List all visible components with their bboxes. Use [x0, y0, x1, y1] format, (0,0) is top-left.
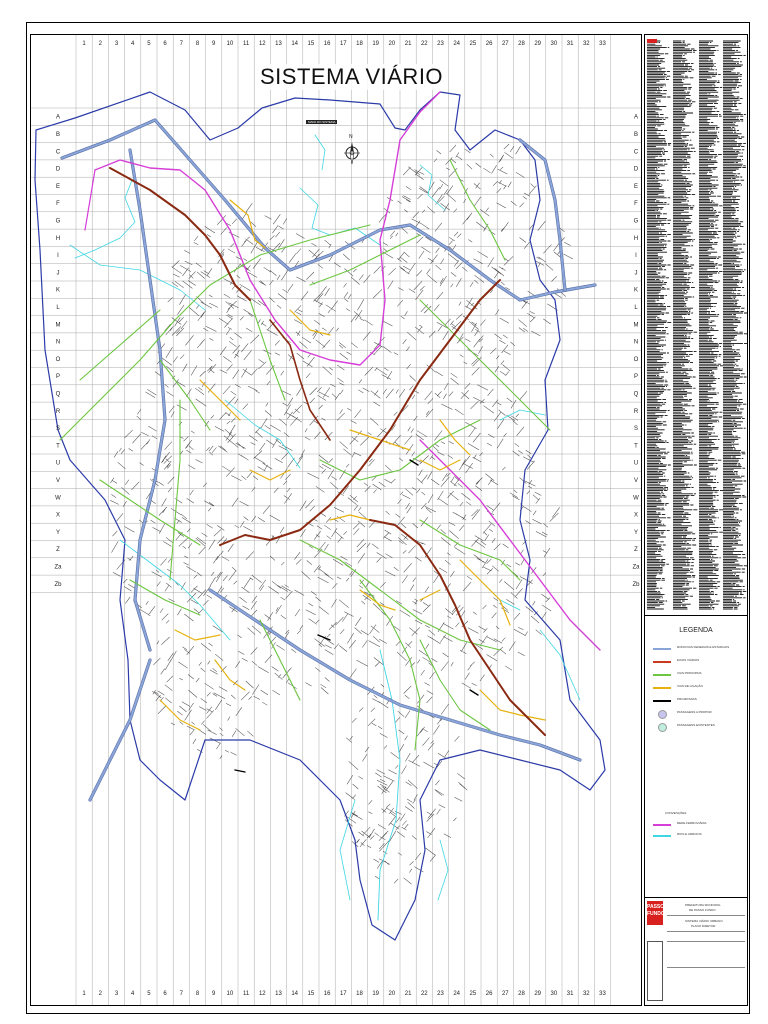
grid-column-label-bottom: 24: [453, 991, 461, 997]
grid-column-label-bottom: 31: [566, 991, 574, 997]
grid-row-label-left: D: [55, 166, 61, 173]
legend-line-swatch: [653, 661, 671, 663]
street-index-header: [647, 39, 657, 43]
grid-column-label-top: 8: [195, 41, 200, 47]
grid-row-label-left: P: [55, 374, 61, 381]
grid-column-label-top: 20: [388, 41, 396, 47]
grid-row-label-right: F: [634, 201, 638, 208]
grid-row-label-left: J: [56, 270, 60, 277]
grid-column-label-bottom: 7: [179, 991, 183, 997]
street-index: [645, 35, 747, 616]
map-title: SISTEMA VIÁRIO: [257, 64, 446, 90]
legend-item: [653, 710, 745, 718]
grid-row-label-left: Q: [55, 391, 61, 398]
legend-item: [653, 723, 745, 731]
legend-circle-swatch: [658, 710, 667, 719]
grid-column-label-top: 27: [501, 41, 509, 47]
grid-row-label-left: O: [55, 356, 61, 363]
title-block: [645, 897, 747, 1005]
grid-column-label-bottom: 10: [226, 991, 234, 997]
grid-column-label-top: 3: [114, 41, 119, 47]
legend-item: [653, 671, 745, 679]
street-index-list: [645, 35, 747, 615]
grid-column-label-bottom: 25: [469, 991, 477, 997]
grid-row-label-right: K: [633, 287, 639, 294]
grid-column-label-top: 24: [453, 41, 461, 47]
legend-label: PASSAGENS EXISTENTES: [677, 723, 715, 727]
grid-column-label-top: 4: [131, 41, 135, 47]
legend-label: RODOVIAS FEDERAIS E ESTADUAIS: [677, 645, 730, 649]
grid-column-label-top: 22: [420, 41, 428, 47]
grid-column-label-top: 2: [98, 41, 102, 47]
logo-line-2: FUNDO: [647, 911, 665, 917]
grid-row-label-right: R: [633, 408, 639, 415]
grid-row-label-right: E: [633, 183, 639, 190]
grid-row-label-left: N: [55, 339, 61, 346]
grid-row-label-right: G: [633, 218, 639, 225]
grid-column-label-top: 26: [485, 41, 493, 47]
city-logo: [647, 901, 663, 925]
legend-item: [653, 658, 745, 666]
grid-column-label-top: 18: [356, 41, 363, 47]
grid-column-label-bottom: 33: [599, 991, 606, 997]
legend-label: PROJETADAS: [677, 697, 697, 701]
grid-row-label-right: V: [633, 477, 639, 484]
map-frame: [30, 34, 642, 1006]
legend-label: VIAS DE LIGAÇÃO: [677, 684, 704, 688]
legend-title: LEGENDA: [679, 627, 713, 634]
convention-item: [653, 821, 745, 829]
grid-row-label-left: G: [55, 218, 61, 225]
grid-row-label-right: C: [633, 149, 639, 156]
grid-row-label-right: H: [633, 235, 639, 242]
grid-column-label-bottom: 1: [82, 991, 86, 997]
grid-row-label-left: H: [55, 235, 61, 242]
grid-column-label-top: 13: [275, 41, 282, 47]
title-block-line-4: PLANO DIRETOR: [691, 924, 716, 928]
grid-column-label-top: 16: [323, 41, 331, 47]
legend: [645, 617, 747, 898]
side-panel: [644, 34, 748, 1006]
stamp-box: [647, 941, 663, 1001]
grid-column-label-top: 7: [179, 41, 183, 47]
grid-row-label-left: E: [55, 183, 61, 190]
grid-row-label-left: K: [55, 287, 61, 294]
grid-column-label-bottom: 18: [356, 991, 363, 997]
grid-row-label-left: I: [57, 253, 59, 260]
grid-row-label-right: A: [633, 114, 639, 121]
grid-row-label-right: Y: [633, 529, 639, 536]
grid-column-label-bottom: 30: [550, 991, 558, 997]
grid-row-label-right: M: [633, 322, 639, 329]
grid-column-label-bottom: 22: [420, 991, 428, 997]
grid-column-label-bottom: 14: [291, 991, 299, 997]
convention-label: REDE FERROVIÁRIA: [677, 821, 707, 825]
grid-row-label-left: M: [55, 322, 61, 329]
grid-column-label-bottom: 13: [275, 991, 282, 997]
grid-column-label-top: 1: [82, 41, 86, 47]
grid-column-label-bottom: 29: [534, 991, 542, 997]
grid-column-label-bottom: 16: [323, 991, 331, 997]
legend-circle-swatch: [658, 723, 667, 732]
grid-row-label-left: X: [55, 512, 61, 519]
grid-row-label-right: N: [633, 339, 639, 346]
grid-row-label-left: Zb: [54, 581, 62, 588]
grid-column-label-bottom: 32: [582, 991, 590, 997]
legend-item: [653, 645, 745, 653]
legend-line-swatch: [653, 674, 671, 676]
grid-column-label-top: 9: [212, 41, 216, 47]
grid-column-label-top: 31: [566, 41, 574, 47]
grid-row-label-right: Za: [632, 564, 640, 571]
grid-column-label-bottom: 17: [339, 991, 347, 997]
grid-row-label-right: X: [633, 512, 639, 519]
grid-column-label-top: 11: [242, 41, 250, 47]
grid-column-label-top: 19: [372, 41, 380, 47]
grid-column-label-bottom: 6: [163, 991, 167, 997]
grid-column-label-top: 28: [518, 41, 525, 47]
legend-item: [653, 684, 745, 692]
grid-column-label-top: 25: [469, 41, 477, 47]
legend-line-swatch: [653, 700, 671, 702]
grid-column-label-bottom: 12: [258, 991, 266, 997]
grid-row-label-left: C: [55, 149, 61, 156]
convention-swatch: [653, 835, 671, 837]
grid-row-label-left: R: [55, 408, 61, 415]
grid-row-label-right: B: [633, 131, 639, 138]
grid-column-label-top: 15: [307, 41, 315, 47]
grid-row-label-right: I: [635, 253, 637, 260]
grid-row-label-right: J: [634, 270, 638, 277]
grid-row-label-left: T: [56, 443, 60, 450]
grid-row-label-left: V: [55, 477, 61, 484]
compass-icon: [343, 140, 361, 170]
grid-row-label-right: U: [633, 460, 639, 467]
grid-column-label-bottom: 3: [114, 991, 119, 997]
grid-row-label-left: A: [55, 114, 61, 121]
logo-line-1: PASSO: [647, 904, 665, 910]
grid-column-label-top: 29: [534, 41, 542, 47]
grid-row-label-left: B: [55, 131, 61, 138]
north-arrow: [343, 134, 361, 170]
grid-column-label-top: 33: [599, 41, 606, 47]
grid-row-label-right: D: [633, 166, 639, 173]
legend-label: PASSAGENS A PROPOR: [677, 710, 712, 714]
grid-row-label-right: Q: [633, 391, 639, 398]
grid-column-label-bottom: 9: [212, 991, 216, 997]
street-index-entries: [647, 41, 747, 609]
grid-column-label-top: 17: [339, 41, 347, 47]
grid-column-label-bottom: 21: [404, 991, 412, 997]
grid-column-label-top: 10: [226, 41, 234, 47]
conventions-title: CONVENÇÕES: [665, 811, 687, 815]
title-block-line-3: SISTEMA VIÁRIO URBANO: [685, 919, 723, 923]
grid-column-label-top: 6: [163, 41, 167, 47]
convention-swatch: [653, 824, 671, 826]
grid-column-label-top: 12: [258, 41, 266, 47]
grid-row-label-left: U: [55, 460, 61, 467]
convention-item: [653, 832, 745, 840]
grid-column-label-bottom: 4: [131, 991, 135, 997]
grid-column-label-top: 32: [582, 41, 590, 47]
grid-column-label-bottom: 26: [485, 991, 493, 997]
grid-column-label-bottom: 23: [437, 991, 444, 997]
grid-row-label-right: W: [633, 495, 639, 502]
title-block-line-2: DE PASSO FUNDO: [689, 908, 716, 912]
grid-column-label-bottom: 8: [195, 991, 200, 997]
grid-column-label-bottom: 28: [518, 991, 525, 997]
grid-row-label-right: T: [634, 443, 638, 450]
grid-column-label-bottom: 27: [501, 991, 509, 997]
convention-label: RIOS E ARROIOS: [677, 832, 702, 836]
legend-label: EIXOS VIÁRIOS: [677, 658, 700, 662]
grid-row-label-right: P: [633, 374, 639, 381]
grid-row-label-right: S: [633, 426, 639, 433]
grid-row-label-right: Zb: [632, 581, 640, 588]
grid-column-label-bottom: 5: [147, 991, 151, 997]
legend-label: VIAS PRINCIPAIS: [677, 671, 702, 675]
title-block-line-1: PREFEITURA MUNICIPAL: [685, 903, 721, 907]
grid-column-label-top: 30: [550, 41, 558, 47]
grid-column-label-bottom: 20: [388, 991, 396, 997]
grid-column-label-top: 21: [404, 41, 412, 47]
grid-row-label-left: Y: [55, 529, 61, 536]
grid-column-label-bottom: 19: [372, 991, 380, 997]
legend-item: [653, 697, 745, 705]
grid-row-label-left: W: [55, 495, 61, 502]
legend-line-swatch: [653, 687, 671, 689]
grid-row-label-right: Z: [634, 547, 638, 554]
grid-column-label-bottom: 15: [307, 991, 315, 997]
grid-row-label-left: Z: [56, 547, 60, 554]
grid-row-label-left: S: [55, 426, 61, 433]
legend-line-swatch: [653, 648, 671, 650]
grid-column-label-bottom: 11: [242, 991, 250, 997]
grid-column-label-bottom: 2: [98, 991, 102, 997]
grid-row-label-left: L: [56, 304, 60, 311]
grid-row-label-right: O: [633, 356, 639, 363]
north-label: N: [349, 134, 353, 140]
grid-row-label-left: F: [56, 201, 60, 208]
grid-column-label-top: 23: [437, 41, 444, 47]
grid-column-label-top: 5: [147, 41, 151, 47]
grid-row-label-left: Za: [54, 564, 62, 571]
grid-row-label-right: L: [634, 304, 638, 311]
grid-column-label-top: 14: [291, 41, 299, 47]
map-top-label: MAPA DO SISTEMA: [308, 120, 336, 124]
